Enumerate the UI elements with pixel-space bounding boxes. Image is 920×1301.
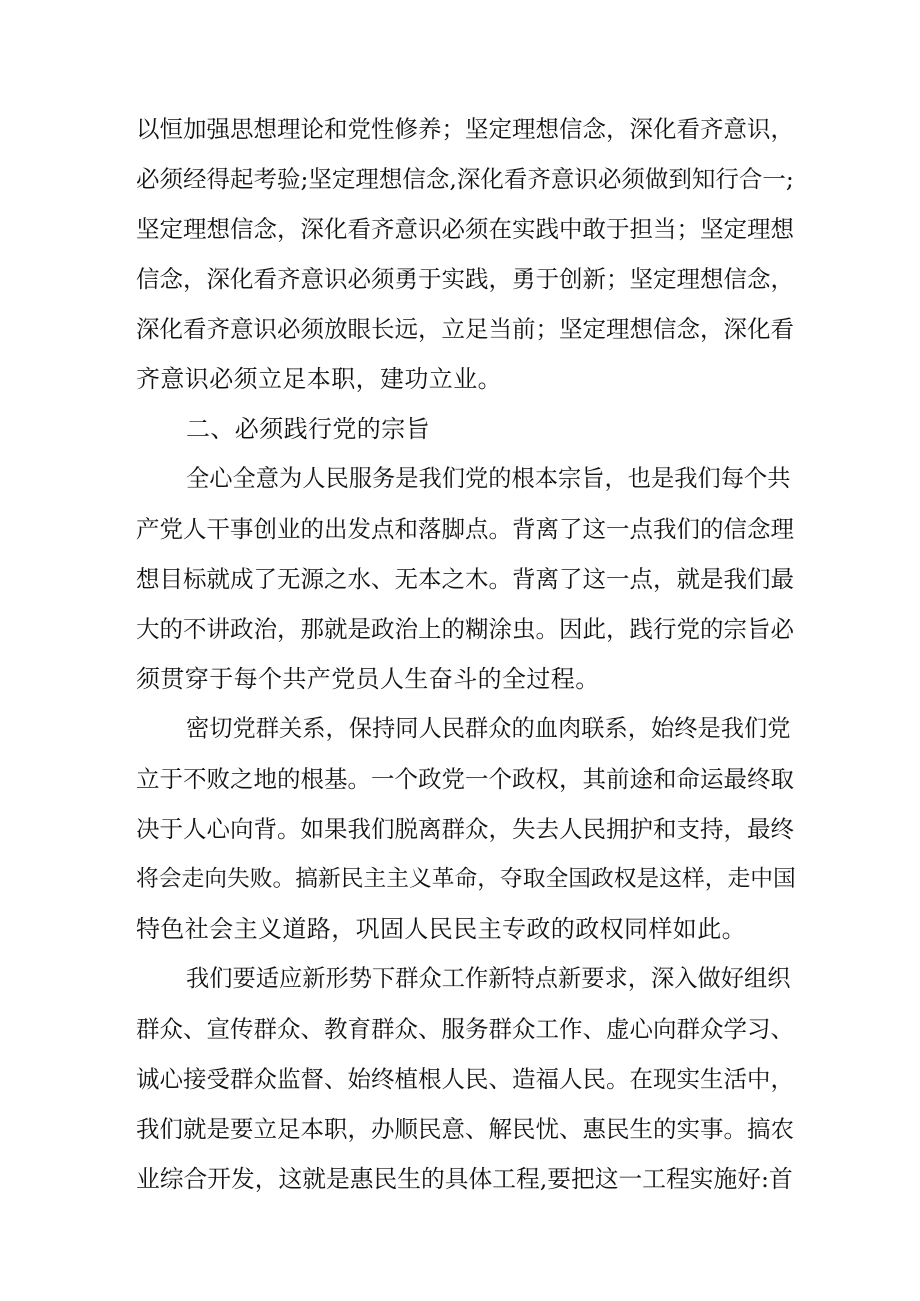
- text-line: 业综合开发，这就是惠民生的具体工程,要把这一工程实施好:首: [136, 1165, 793, 1193]
- text-line: 产党人干事创业的出发点和落脚点。背离了这一点我们的信念理: [136, 515, 794, 543]
- section-heading: 二、必须践行党的宗旨: [186, 415, 430, 443]
- text-line: 密切党群关系，保持同人民群众的血肉联系，始终是我们党: [186, 715, 791, 742]
- text-line: 想目标就成了无源之水、无本之木。背离了这一点，就是我们最: [136, 565, 794, 593]
- text-line: 立于不败之地的根基。一个政党一个政权，其前途和命运最终取: [136, 765, 794, 793]
- text-line: 诚心接受群众监督、始终植根人民、造福人民。在现实生活中，: [136, 1065, 794, 1093]
- text-line: 我们就是要立足本职，办顺民意、解民忧、惠民生的实事。搞农: [136, 1115, 794, 1143]
- text-line: 特色社会主义道路，巩固人民民主专政的政权同样如此。: [136, 915, 746, 943]
- text-line: 群众、宣传群众、教育群众、服务群众工作、虚心向群众学习、: [136, 1015, 794, 1043]
- text-line: 全心全意为人民服务是我们党的根本宗旨，也是我们每个共: [186, 465, 791, 492]
- text-line: 将会走向失败。搞新民主主义革命，夺取全国政权是这样，走中国: [136, 866, 796, 892]
- text-line: 坚定理想信念，深化看齐意识必须在实践中敢于担当；坚定理想: [136, 215, 794, 243]
- text-line: 以恒加强思想理论和党性修养；坚定理想信念，深化看齐意识，: [136, 115, 794, 143]
- text-line: 大的不讲政治，那就是政治上的糊涂虫。因此，践行党的宗旨必: [136, 615, 794, 643]
- text-line: 必须经得起考验;坚定理想信念,深化看齐意识必须做到知行合一;: [136, 165, 794, 193]
- text-line: 我们要适应新形势下群众工作新特点新要求，深入做好组织: [186, 965, 791, 992]
- text-line: 齐意识必须立足本职，建功立业。: [136, 365, 502, 393]
- text-line: 深化看齐意识必须放眼长远，立足当前；坚定理想信念，深化看: [136, 315, 794, 343]
- text-line: 信念，深化看齐意识必须勇于实践，勇于创新；坚定理想信念，: [136, 265, 794, 293]
- text-line: 须贯穿于每个共产党员人生奋斗的全过程。: [136, 665, 600, 693]
- text-line: 决于人心向背。如果我们脱离群众，失去人民拥护和支持，最终: [136, 815, 794, 843]
